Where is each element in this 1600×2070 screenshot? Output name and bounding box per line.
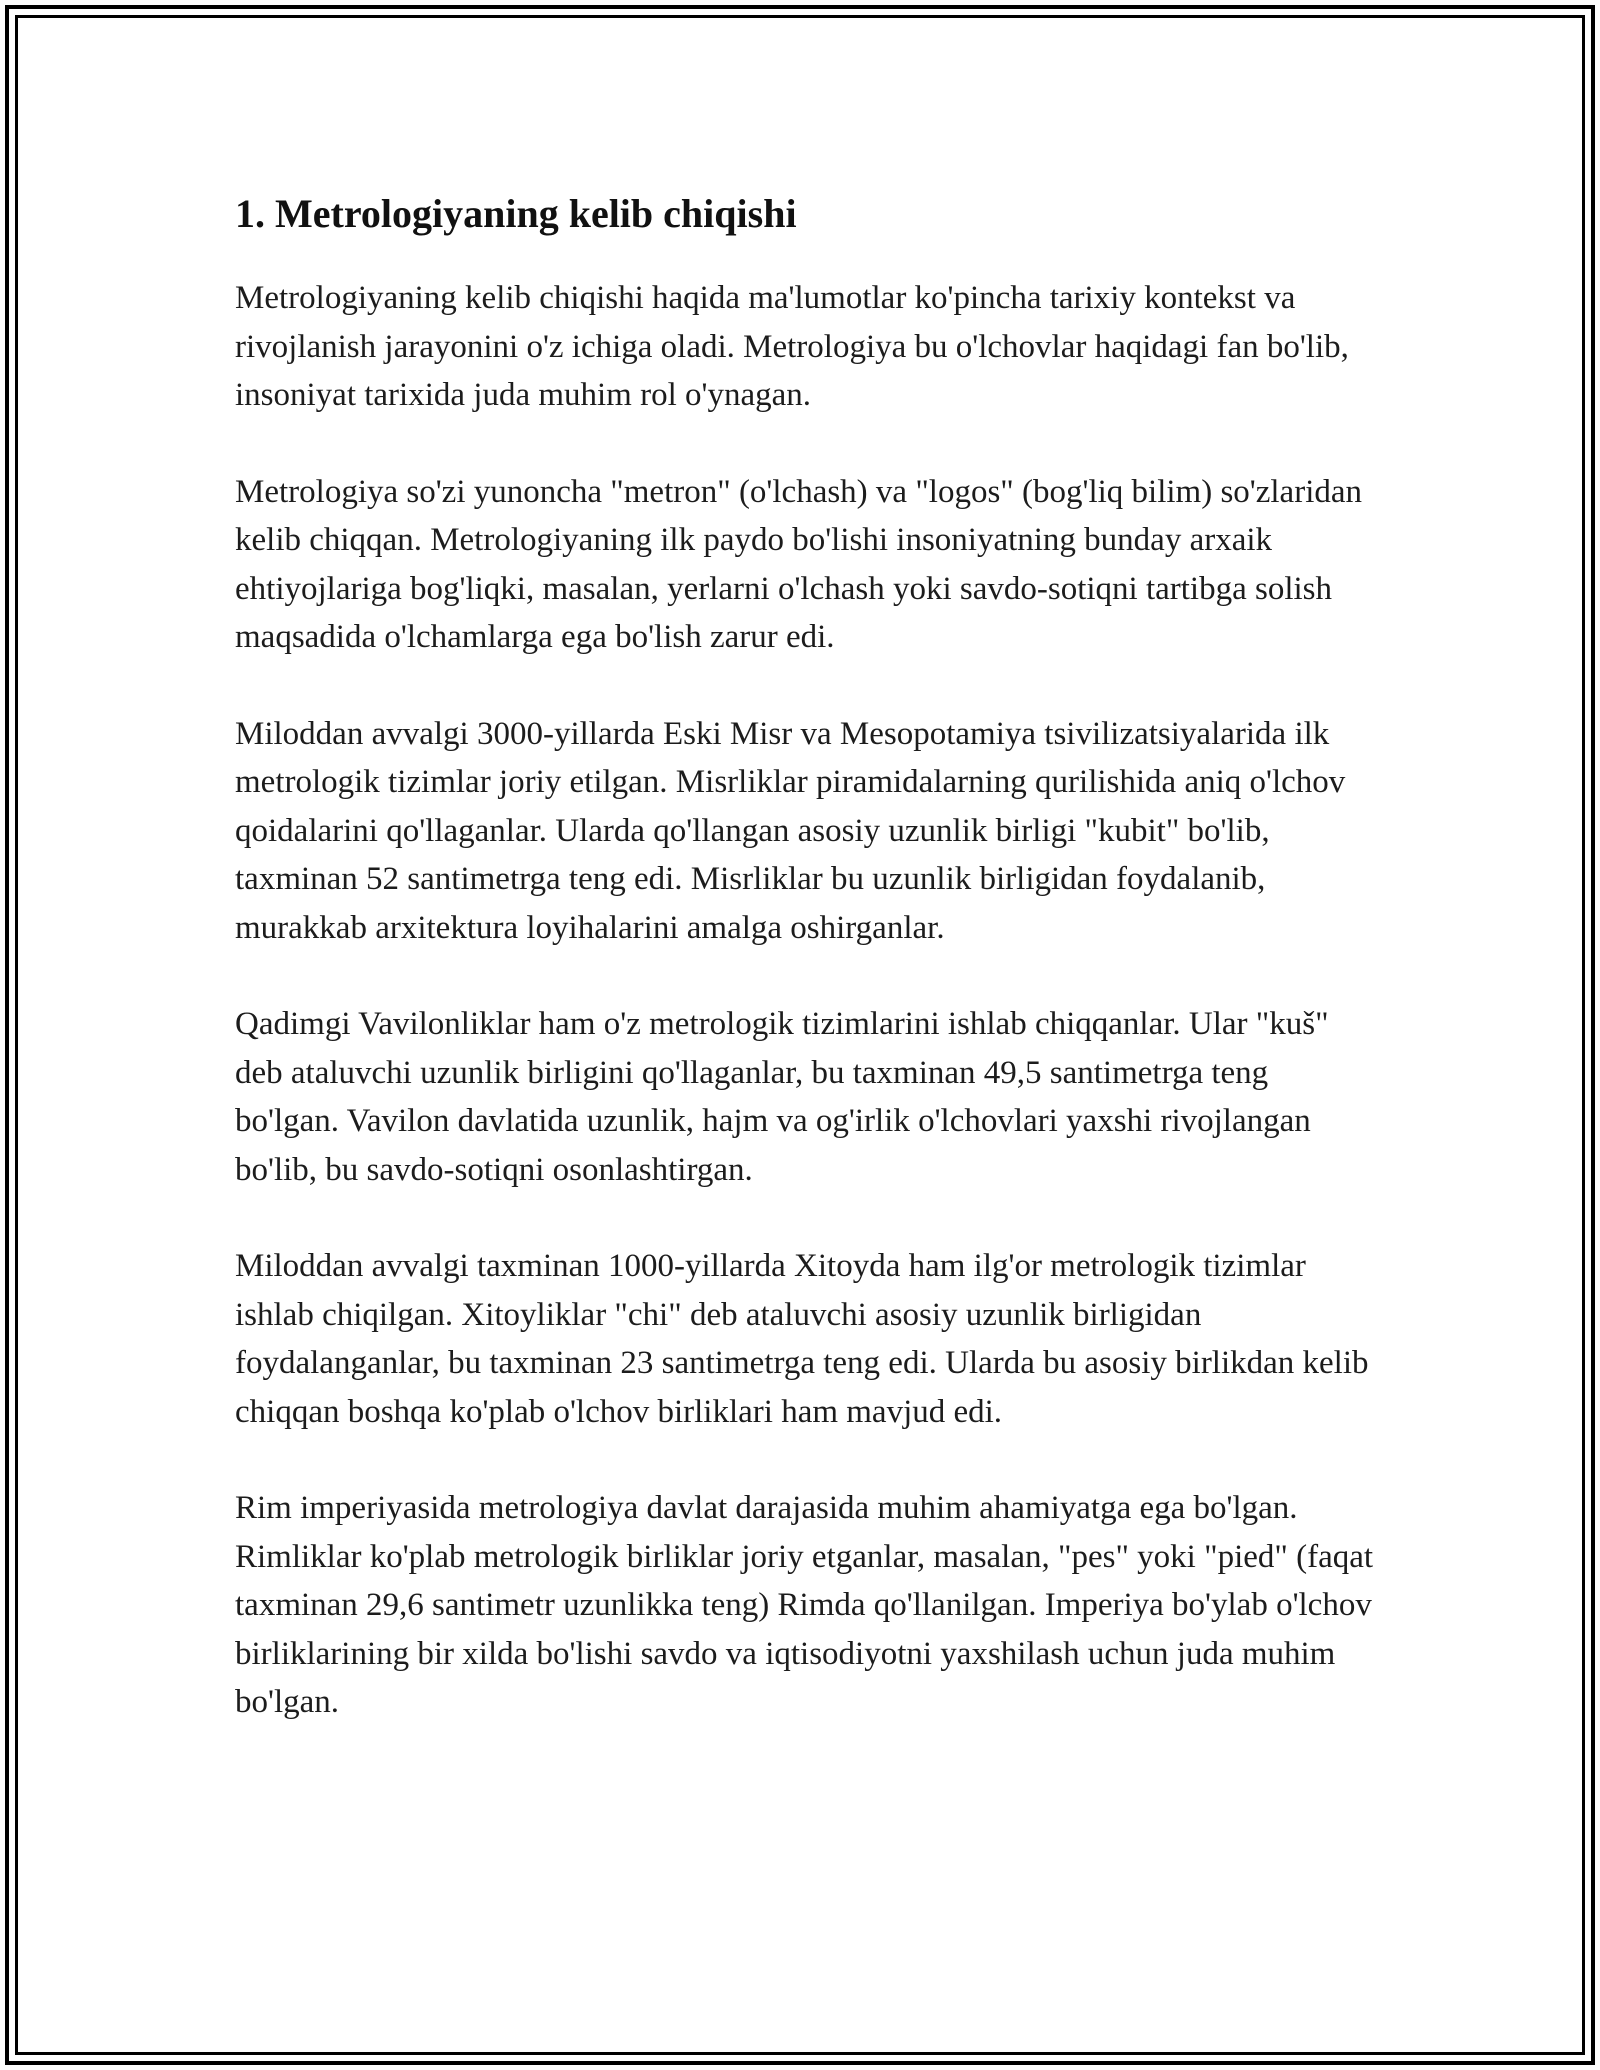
paragraph-china: Miloddan avvalgi taxminan 1000-yillarda Xitoyda ham ilg'or metrologik tizimlar ishlab chiqilgan. Xitoyliklar "chi" deb ataluvchi asosiy uzunlik birligidan foydalanganlar, bu taxminan 23 santimetrga teng edi. Ularda bu asosiy birlikdan kelib chiqqan boshqa ko'plab o'lchov birliklari ham mavjud edi. (235, 1248, 1369, 1430)
paragraph-rome: Rim imperiyasida metrologiya davlat darajasida muhim ahamiyatga ega bo'lgan. Rimliklar ko'plab metrologik birliklar joriy etganlar, masalan, "pes" yoki "pied" (faqat taxminan 29,6 santimetr uzunlikka teng) Rimda qo'llanilgan. Imperiya bo'ylab o'lchov birliklarining bir xilda bo'lishi savdo va iqtisodiyotni yaxshilash uchun juda muhim bo'lgan. (235, 1490, 1374, 1720)
paragraph-babylon: Qadimgi Vavilonliklar ham o'z metrologik tizimlarini ishlab chiqqanlar. Ular "kuš" deb ataluvchi uzunlik birligini qo'llaganlar, bu taxminan 49,5 santimetrga teng bo'lgan. Vavilon davlatida uzunlik, hajm va og'irlik o'lchovlari yaxshi rivojlangan bo'lib, bu savdo-sotiqni osonlashtirgan. (235, 1006, 1329, 1188)
paragraph-etymology: Metrologiya so'zi yunoncha "metron" (o'lchash) va "logos" (bog'liq bilim) so'zlaridan kelib chiqqan. Metrologiyaning ilk paydo bo'lishi insoniyatning bunday arxaik ehtiyojlariga bog'liqki, masalan, yerlarni o'lchash yoki savdo-sotiqni tartibga solish maqsadida o'lchamlarga ega bo'lish zarur edi. (235, 473, 1363, 655)
document-body (235, 188, 1375, 1775)
paragraph-egypt-mesopotamia: Miloddan avvalgi 3000-yillarda Eski Misr va Mesopotamiya tsivilizatsiyalarida ilk metrologik tizimlar joriy etilgan. Misrliklar piramidalarning qurilishida aniq o'lchov qoidalarini qo'llaganlar. Ularda qo'llangan asosiy uzunlik birligi "kubit" bo'lib, taxminan 52 santimetrga teng edi. Misrliklar bu uzunlik birligidan foydalanib, murakkab arxitektura loyihalarini amalga oshirganlar. (235, 715, 1346, 946)
paragraph-introduction: Metrologiyaning kelib chiqishi haqida ma'lumotlar ko'pincha tarixiy kontekst va rivojlanish jarayonini o'z ichiga oladi. Metrologiya bu o'lchovlar haqidagi fan bo'lib, insoniyat tarixida juda muhim rol o'ynagan. (235, 280, 1349, 413)
section-heading: 1. Metrologiyaning kelib chiqishi (235, 191, 797, 236)
